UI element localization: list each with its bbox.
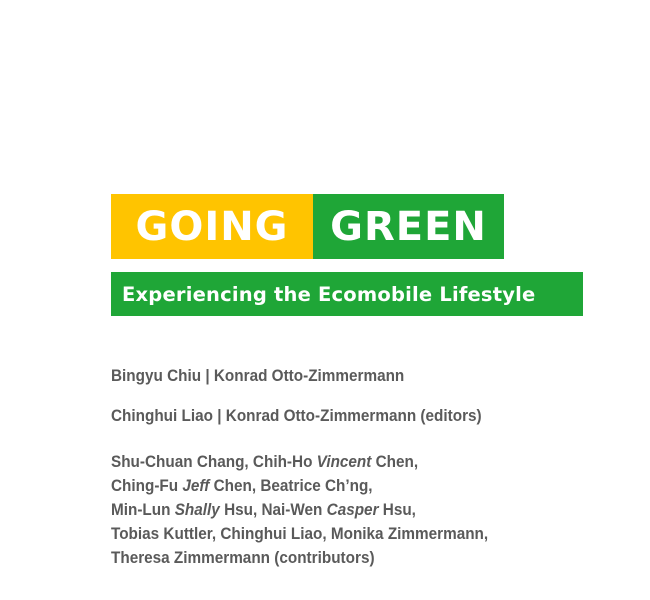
nickname: Vincent <box>316 452 372 471</box>
nickname: Casper <box>326 500 379 519</box>
book-title <box>111 194 504 259</box>
contributors-line-3: Min-Lun Shally Hsu, Nai-Wen Casper Hsu, <box>111 500 416 519</box>
contributors-line-4: Tobias Kuttler, Chinghui Liao, Monika Zimmermann, <box>111 524 489 543</box>
nickname: Jeff <box>182 476 210 495</box>
contributors-line-2: Ching-Fu Jeff Chen, Beatrice Ch’ng, <box>111 476 373 495</box>
contributors <box>111 450 488 570</box>
nickname: Shally <box>174 500 220 519</box>
editors: Chinghui Liao | Konrad Otto-Zimmermann (editors) <box>111 406 482 425</box>
title-green: GREEN <box>313 194 504 259</box>
authors: Bingyu Chiu | Konrad Otto-Zimmermann <box>111 366 405 385</box>
title-going: GOING <box>111 194 313 259</box>
contributors-line-5: Theresa Zimmermann (contributors) <box>111 548 375 567</box>
contributors-line-1: Shu-Chuan Chang, Chih-Ho Vincent Chen, <box>111 452 419 471</box>
subtitle: Experiencing the Ecomobile Lifestyle <box>111 272 583 316</box>
